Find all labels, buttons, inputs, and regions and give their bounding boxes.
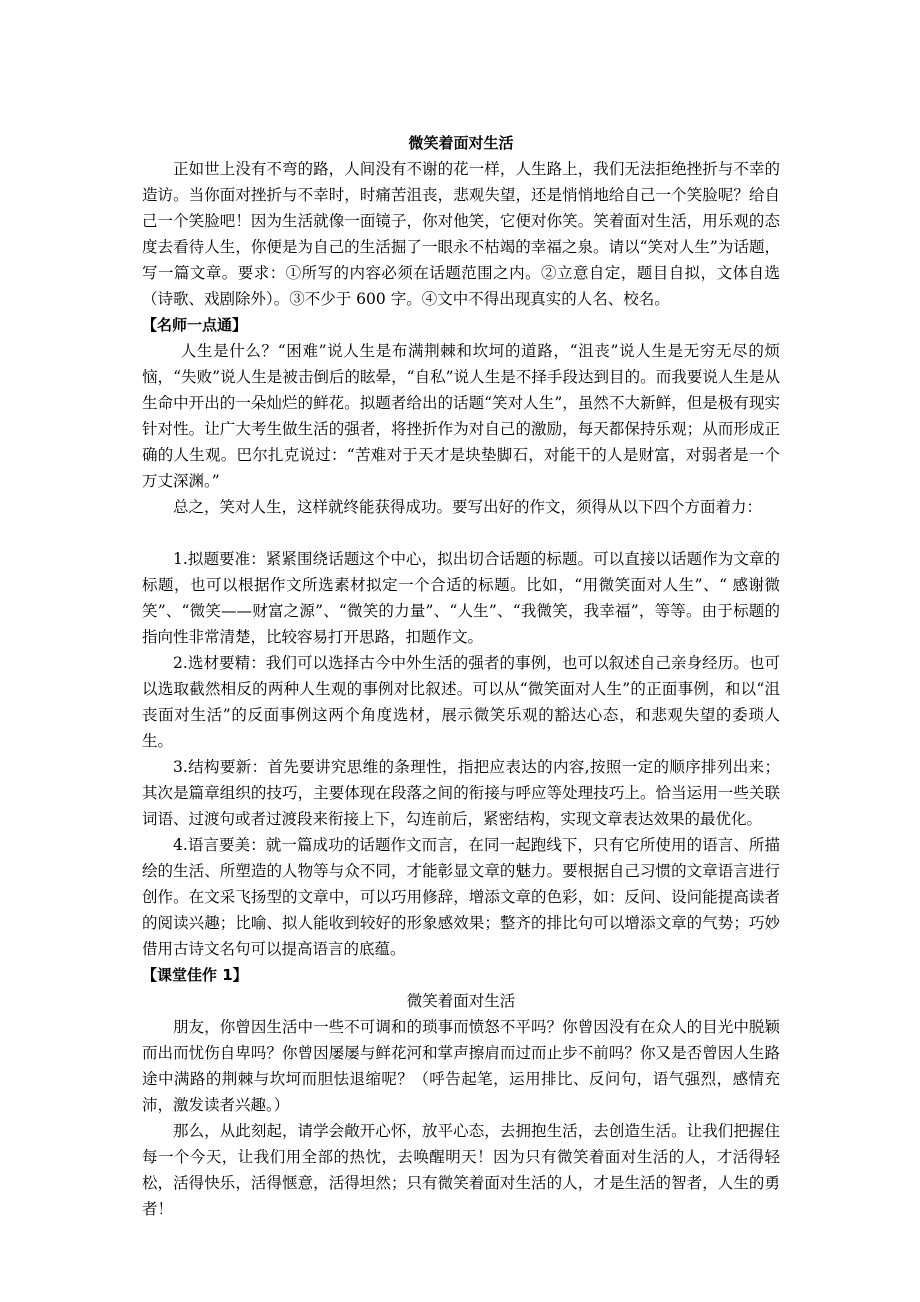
document-page <box>142 130 780 1222</box>
sample-heading: 【课堂佳作 1】 <box>142 966 248 984</box>
guide-paragraph-1: 人生是什么？“困难”说人生是布满荆棘和坎坷的道路，“沮丧”说人生是无穷无尽的烦恼，“失败”说人生是被击倒后的眩晕，“自私”说人生是不择手段达到目的。而我要说人生是从生命中开出的一朵灿烂的鲜花。拟题者给出的话题“笑对人生”，虽然不大新鲜，但是极有现实针对性。让广大考生做生活的强者，将挫折作为对自己的激励，每天都保持乐观；从而形成正确的人生观。巴尔扎克说过：“苦难对于天才是块垫脚石，对能干的人是财富，对弱者是一个万丈深渊。” <box>142 342 780 490</box>
guide-point-4: 4.语言要美：就一篇成功的话题作文而言，在同一起跑线下，只有它所使用的语言、所描绘的生活、所塑造的人物等与众不同，才能彰显文章的魅力。要根据自己习惯的文章语言进行创作。在文采飞扬型的文章中，可以巧用修辞，增添文章的色彩，如：反问、设问能提高读者的阅读兴趣；比喻、拟人能收到较好的形象感效果；整齐的排比句可以增添文章的气势；巧妙借用古诗文名句可以提高语言的底蕴。 <box>142 836 780 958</box>
sample-paragraph-2: 那么，从此刻起，请学会敞开心怀，放平心态，去拥抱生活，去创造生活。让我们把握住每一个今天，让我们用全部的热忱，去唤醒明天！因为只有微笑着面对生活的人，才活得轻松，活得快乐，活得惬意，活得坦然；只有微笑着面对生活的人，才是生活的智者，人生的勇者！ <box>142 1122 780 1218</box>
guide-point-2: 2.选材要精：我们可以选择古今中外生活的强者的事例，也可以叙述自己亲身经历。也可以选取截然相反的两种人生观的事例对比叙述。可以从“微笑面对人生”的正面事例，和以“沮丧面对生活”的反面事例这两个角度选材，展示微笑乐观的豁达心态，和悲观失望的委琐人生。 <box>142 654 780 750</box>
guide-point-3: 3.结构要新：首先要讲究思维的条理性，指把应表达的内容,按照一定的顺序排列出来；其次是篇章组织的技巧，主要体现在段落之间的衔接与呼应等处理技巧上。恰当运用一些关联词语、过渡句或者过渡段来衔接上下，勾连前后，紧密结构，实现文章表达效果的最优化。 <box>142 758 780 828</box>
sample-paragraph-1: 朋友，你曾因生活中一些不可调和的琐事而愤怒不平吗？你曾因没有在众人的目光中脱颖而出而忧伤自卑吗？你曾因屡屡与鲜花河和掌声擦肩而过而止步不前吗？你又是否曾因人生路途中满路的荆棘与坎坷而胆怯退缩呢？（呼告起笔，运用排比、反问句，语气强烈，感情充沛，激发读者兴趣。） <box>142 1018 780 1114</box>
guide-point-1: 1.拟题要准：紧紧围绕话题这个中心，拟出切合话题的标题。可以直接以话题作为文章的标题，也可以根据作文所选素材拟定一个合适的标题。比如，“用微笑面对人生”、“ 感谢微笑”、“微笑——财富之源”、“微笑的力量”、“人生”、“我微笑，我幸福”，等等。由于标题的指向性非常清楚，比较容易打开思路，扣题作文。 <box>142 550 780 646</box>
sample-title: 微笑着面对生活 <box>406 992 516 1010</box>
topic-prompt: 正如世上没有不弯的路，人间没有不谢的花一样，人生路上，我们无法拒绝挫折与不幸的造访。当你面对挫折与不幸时，时痛苦沮丧，悲观失望，还是悄悄地给自己一个笑脸呢？给自己一个笑脸吧！因为生活就像一面镜子，你对他笑，它便对你笑。笑着面对生活，用乐观的态度去看待人生，你便是为自己的生活掘了一眼永不枯竭的幸福之泉。请以“笑对人生”为话题，写一篇文章。要求：①所写的内容必须在话题范围之内。②立意自定，题目自拟，文体自选（诗歌、戏剧除外）。③不少于 600 字。④文中不得出现真实的人名、校名。 <box>142 160 780 308</box>
guide-paragraph-2: 总之，笑对人生，这样就终能获得成功。要写出好的作文，须得从以下四个方面着力： <box>173 498 763 516</box>
blank-line <box>142 520 780 546</box>
article-title: 微笑着面对生活 <box>408 134 514 152</box>
guide-heading: 【名师一点通】 <box>142 316 248 334</box>
